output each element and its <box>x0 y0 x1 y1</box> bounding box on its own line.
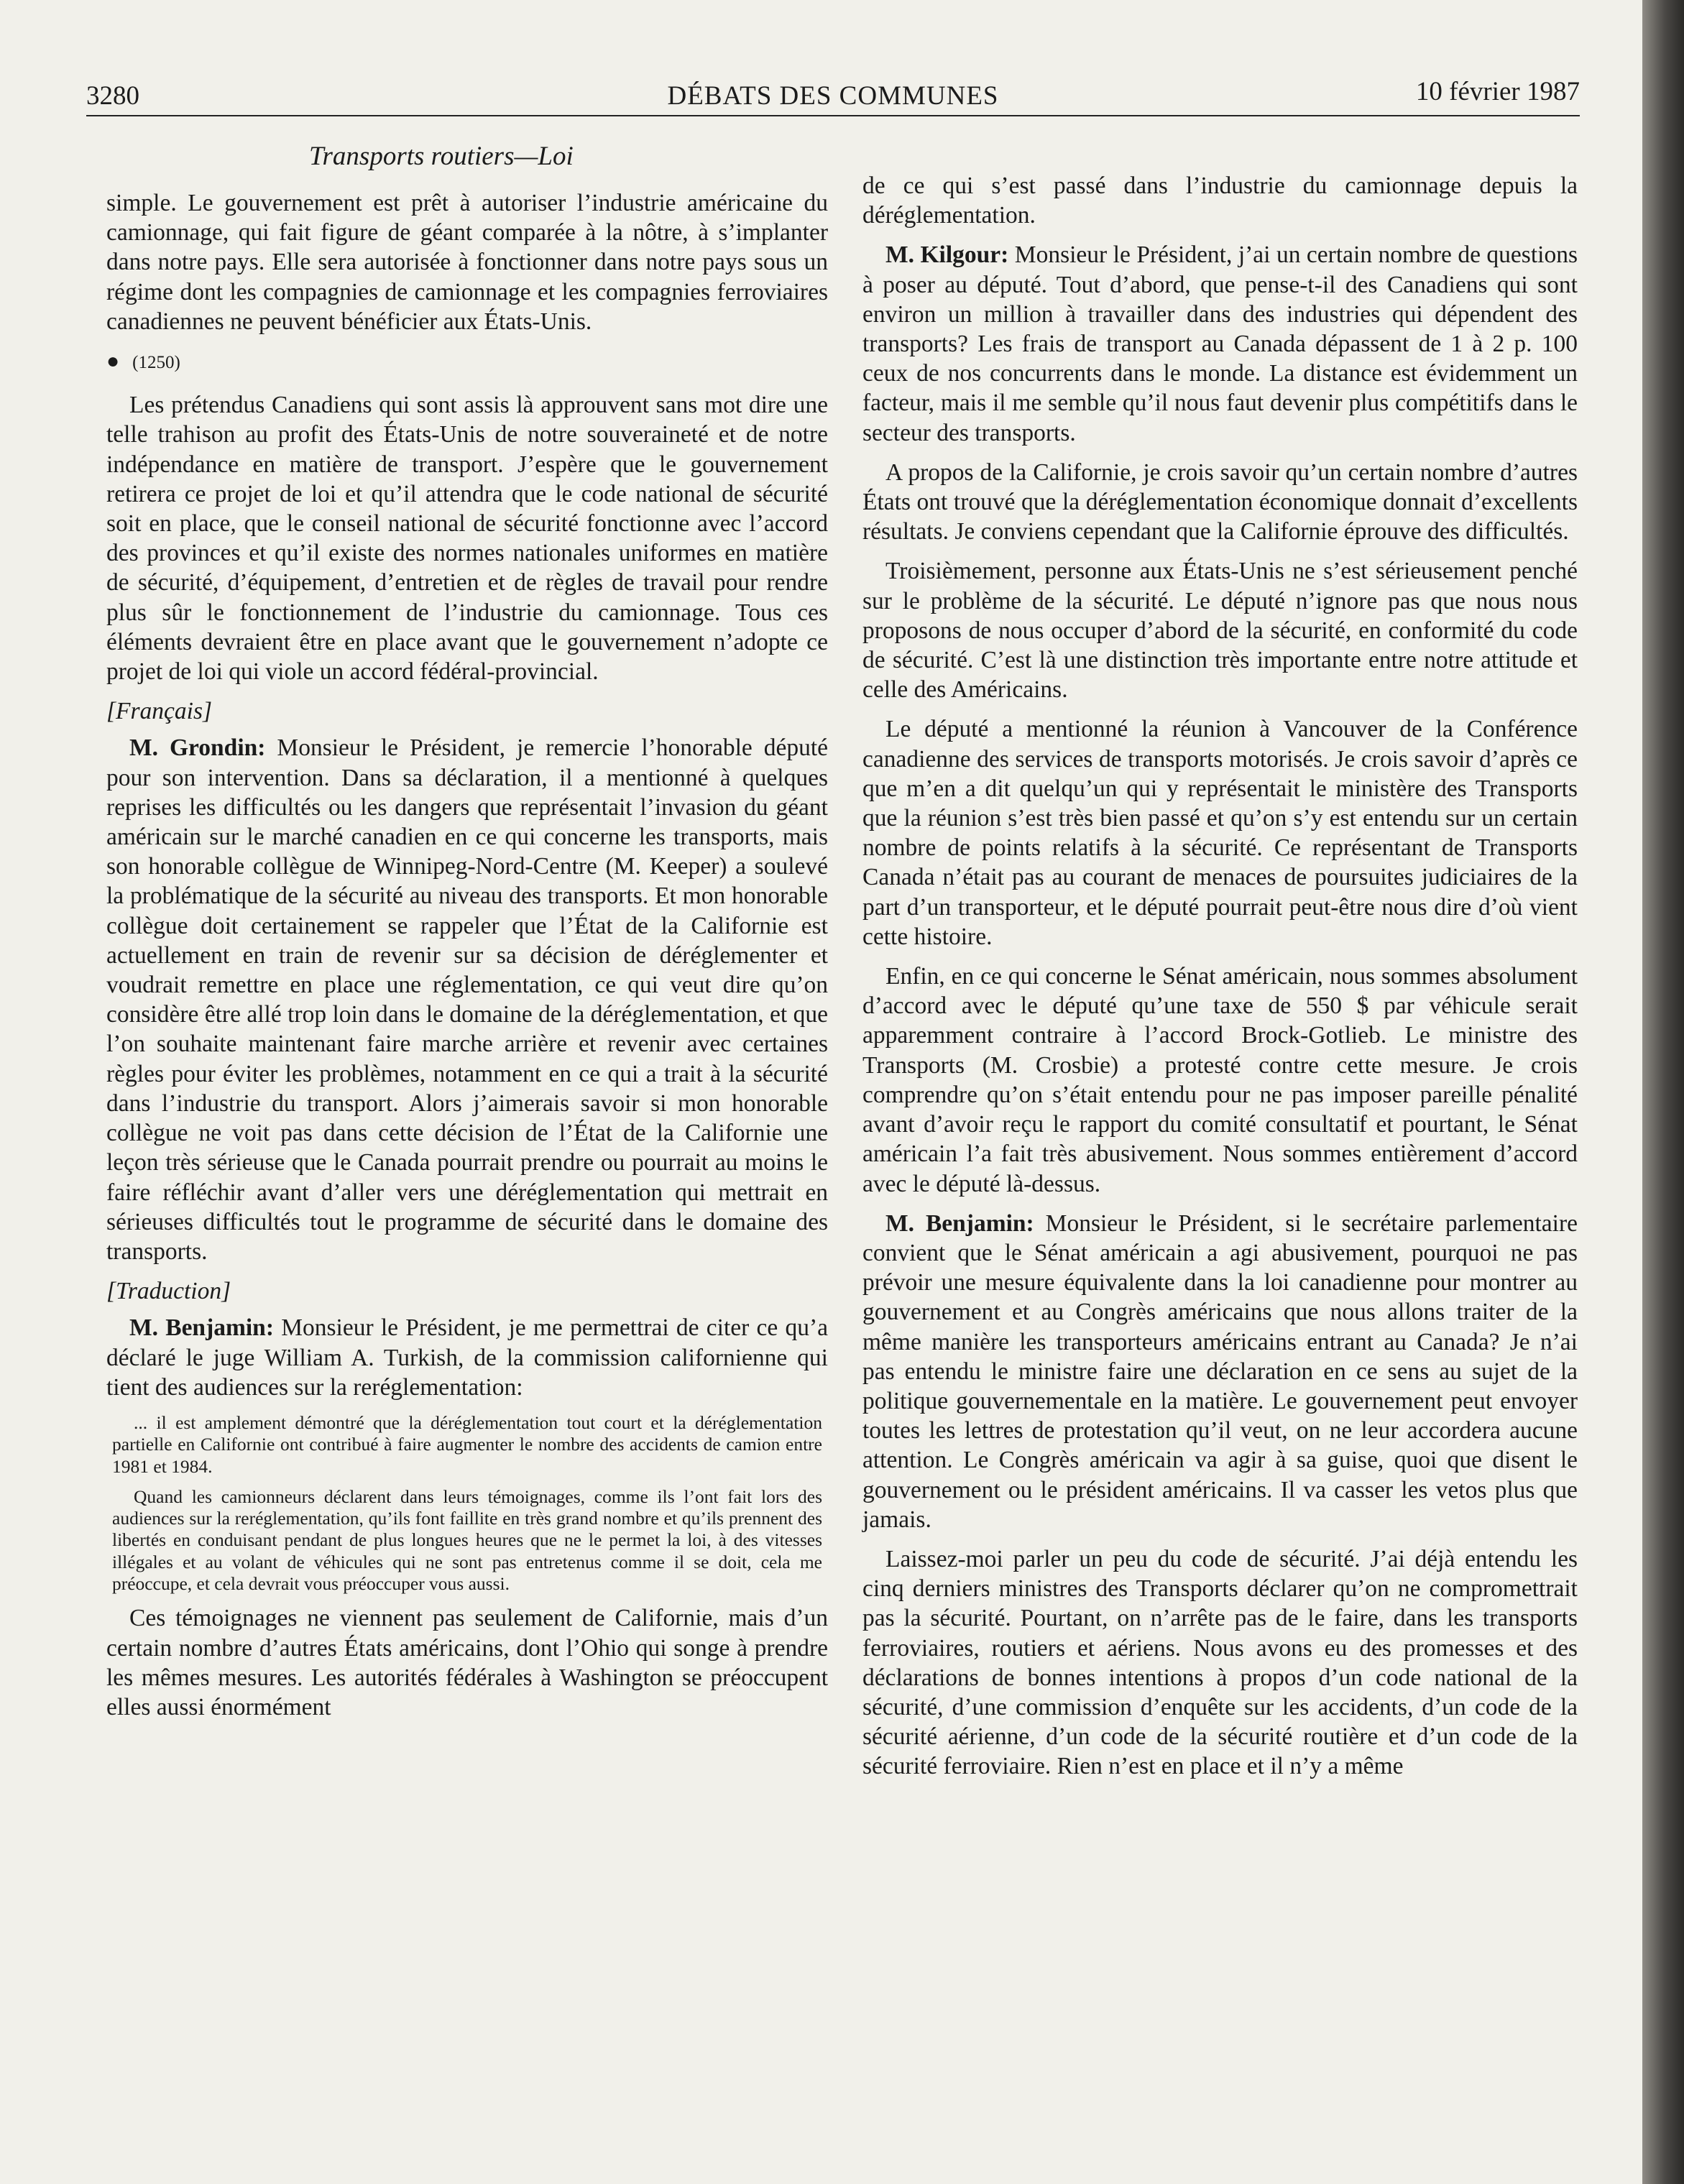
book-binding-edge <box>1642 0 1684 2184</box>
page-date: 10 février 1987 <box>1415 77 1580 106</box>
page-number: 3280 <box>86 81 139 111</box>
speech-text: Monsieur le Président, j’ai un certain nombre de questions à poser au député. Tout d’abord, que pense-t-il des Canadiens qui sont environ un million à travailler dans des industries qui dépendent des transports? Les frais de transport au Canada dépassent de 1 à 2 p. 100 ceux de nos concurrents dans le monde. La distance est évidemment un facteur, mais il me semble qu’il nous faut devenir plus compétitifs dans le secteur des transports. <box>862 241 1578 446</box>
paragraph: Enfin, en ce qui concerne le Sénat américain, nous sommes absolument d’accord avec le député qu’une taxe de 550 $ par véhicule serait apparemment contraire à l’accord Brock-Gotlieb. Le ministre des Transports (M. Crosbie) a protesté contre cette mesure. Je crois comprendre qu’on s’était entendu pour ne pas imposer pareille pénalité avant d’avoir reçu le rapport du comité consultatif et pourtant, le Sénat américain l’a fait très abusivement. Nous sommes entièrement d’accord avec le député là-dessus. <box>862 963 1578 1197</box>
speaker-name: M. Benjamin: <box>885 1210 1034 1237</box>
running-head: Transports routiers—Loi <box>309 142 574 171</box>
speaker-name: M. Kilgour: <box>885 241 1009 269</box>
speech-paragraph <box>106 1313 828 1402</box>
right-column <box>862 171 1578 1792</box>
paragraph: Les prétendus Canadiens qui sont assis là approuvent sans mot dire une telle trahison au profit des États-Unis de notre souveraineté et de notre indépendance en matière de transport. J’espère que le gouvernement retirera ce projet de loi et qu’il attendra que le code national de sécurité soit en place, que le conseil national de sécurité fonctionne avec l’accord des provinces et qu’il existe des normes nationales uniformes en matière de sécurité, d’équipement, d’entretien et de règles de travail pour rendre plus sûr le fonctionnement de l’industrie du camionnage. Tous ces éléments devraient être en place avant que le gouvernement n’adopte ce projet de loi qui viole un accord fédéral-provincial. <box>106 392 828 686</box>
paragraph: Laissez-moi parler un peu du code de sécurité. J’ai déjà entendu les cinq derniers ministres des Transports déclarer qu’on ne compromettrait pas la sécurité. Pourtant, on n’arrête pas de le faire, dans les transports ferroviaires, routiers et aériens. Nous avons eu des promesses et des déclarations de bonnes intentions à propos d’un code national de la sécurité, d’une commission d’enquête sur les accidents, d’un code de la sécurité aérienne, d’un code de la sécurité routière et d’un code de la sécurité ferroviaire. Rien n’est en place et il n’y a même <box>862 1545 1578 1780</box>
time-marker-text: (1250) <box>132 353 180 373</box>
language-label: [Français] <box>106 698 213 725</box>
speaker-name: M. Grondin: <box>129 734 266 762</box>
block-quote <box>106 1412 828 1595</box>
speech-paragraph <box>862 1209 1578 1534</box>
paragraph: A propos de la Californie, je crois savoir qu’un certain nombre d’autres États ont trouvé que la déréglementation économique donnait d’excellents résultats. Je conviens cependant que la Californie éprouve des difficultés. <box>862 459 1578 545</box>
language-label: [Traduction] <box>106 1278 231 1305</box>
paragraph: Troisièmement, personne aux États-Unis ne s’est sérieusement penché sur le problème de la sécurité. Le député n’ignore pas que nous nous proposons de nous occuper d’abord de la sécurité, en conformité du code de sécurité. C’est là une distinction très importante entre notre attitude et celle des Américains. <box>862 558 1578 704</box>
header-rule <box>86 115 1580 116</box>
quote-paragraph: Quand les camionneurs déclarent dans leurs témoignages, comme ils l’ont fait lors des audiences sur la reréglementation, qu’ils font faillite en très grand nombre et qu’ils prennent des libertés en conduisant pendant de plus longues heures que ne le permet la loi, à des vitesses illégales et au volant de véhicules qui ne sont pas entretenus comme il se doit, cela me préoccupe, et cela devrait vous préoccuper vous aussi. <box>112 1485 822 1594</box>
speech-paragraph <box>862 240 1578 447</box>
paragraph: simple. Le gouvernement est prêt à autoriser l’industrie américaine du camionnage, qui fait figure de géant comparée à la nôtre, à s’implanter dans notre pays. Elle sera autorisée à fonctionner dans notre pays sous un régime dont les compagnies de camionnage et les compagnies ferroviaires canadiennes ne peuvent bénéficier aux États-Unis. <box>106 190 828 335</box>
publication-title: DÉBATS DES COMMUNES <box>667 81 999 111</box>
left-column <box>106 188 828 1732</box>
speech-paragraph <box>106 733 828 1266</box>
speech-text: Monsieur le Président, je remercie l’honorable député pour son intervention. Dans sa déclaration, il a mentionné à quelques reprises les difficultés ou les dangers que représentait l’invasion du géant américain sur le marché canadien en ce qui concerne les transports, mais son honorable collègue de Winnipeg-Nord-Centre (M. Keeper) a soulevé la problématique de la sécurité au niveau des transports. Et mon honorable collègue doit certainement se rappeler que l’État de la Californie est actuellement en train de revenir sur sa décision de déréglementer et voudrait remettre en place une réglementation, ce qui veut dire qu’on considère être allé trop loin dans le domaine de la déréglementation, et que l’on souhaite maintenant faire marche arrière et revenir avec certaines règles pour éviter les problèmes, notamment en ce qui a trait à la sécurité dans l’industrie du transport. Alors j’aimerais savoir si mon honorable collègue ne voit pas dans cette décision de l’État de la Californie une leçon très sérieuse que le Canada pourrait prendre ou pourrait au moins le faire réfléchir avant d’aller vers une déréglementation qui mettrait en sérieuses difficultés tout le programme de sécurité dans le domaine des transports. <box>106 734 829 1265</box>
quote-paragraph: ... il est amplement démontré que la déréglementation tout court et la déréglementation partielle en Californie ont contribué à faire augmenter le nombre des accidents de camion entre 1981 et 1984. <box>112 1411 822 1477</box>
bullet-icon: ● <box>106 349 120 374</box>
paragraph: Ces témoignages ne viennent pas seulement de Californie, mais d’un certain nombre d’autres États américains, dont l’Ohio qui songe à prendre les mêmes mesures. Les autorités fédérales à Washington se préoccupent elles aussi énormément <box>106 1605 828 1720</box>
paragraph: de ce qui s’est passé dans l’industrie du camionnage depuis la déréglementation. <box>862 172 1578 229</box>
time-marker <box>106 346 828 377</box>
paragraph: Le député a mentionné la réunion à Vancouver de la Conférence canadienne des services de transports motorisés. Je crois savoir d’après ce que m’en a dit quelqu’un qui y représentait le ministère des Transports que la réunion s’est très bien passé et qu’on s’y est entendu sur un certain nombre de points relatifs à la sécurité. Ce représentant de Transports Canada n’était pas au courant de menaces de poursuites judiciaires de la part d’un transporteur, et le député pourrait peut-être nous dire d’où vient cette histoire. <box>862 716 1578 950</box>
speech-text: Monsieur le Président, je me permettrai de citer ce qu’a déclaré le juge William A. Turkish, de la commission californienne qui tient des audiences sur la reréglementation: <box>106 1314 828 1401</box>
speech-text: Monsieur le Président, si le secrétaire parlementaire convient que le Sénat américain a agi abusivement, pourquoi ne pas prévoir une mesure équivalente dans la loi canadienne pour montrer au gouvernement et au Congrès américains que nous allons traiter de la même manière les transporteurs américains entrant au Canada? Je n’ai pas entendu le ministre faire une déclaration en ce sens au sujet de la politique gouvernementale en la matière. Le gouvernement peut envoyer toutes les lettres de protestation qu’il veut, on ne leur accordera aucune attention. Le Congrès américain va agir à sa guise, quoi que disent le gouvernement ou le président américains. Il va casser les vetos plus que jamais. <box>862 1210 1578 1533</box>
speaker-name: M. Benjamin: <box>129 1314 274 1342</box>
page-header <box>86 77 1580 118</box>
